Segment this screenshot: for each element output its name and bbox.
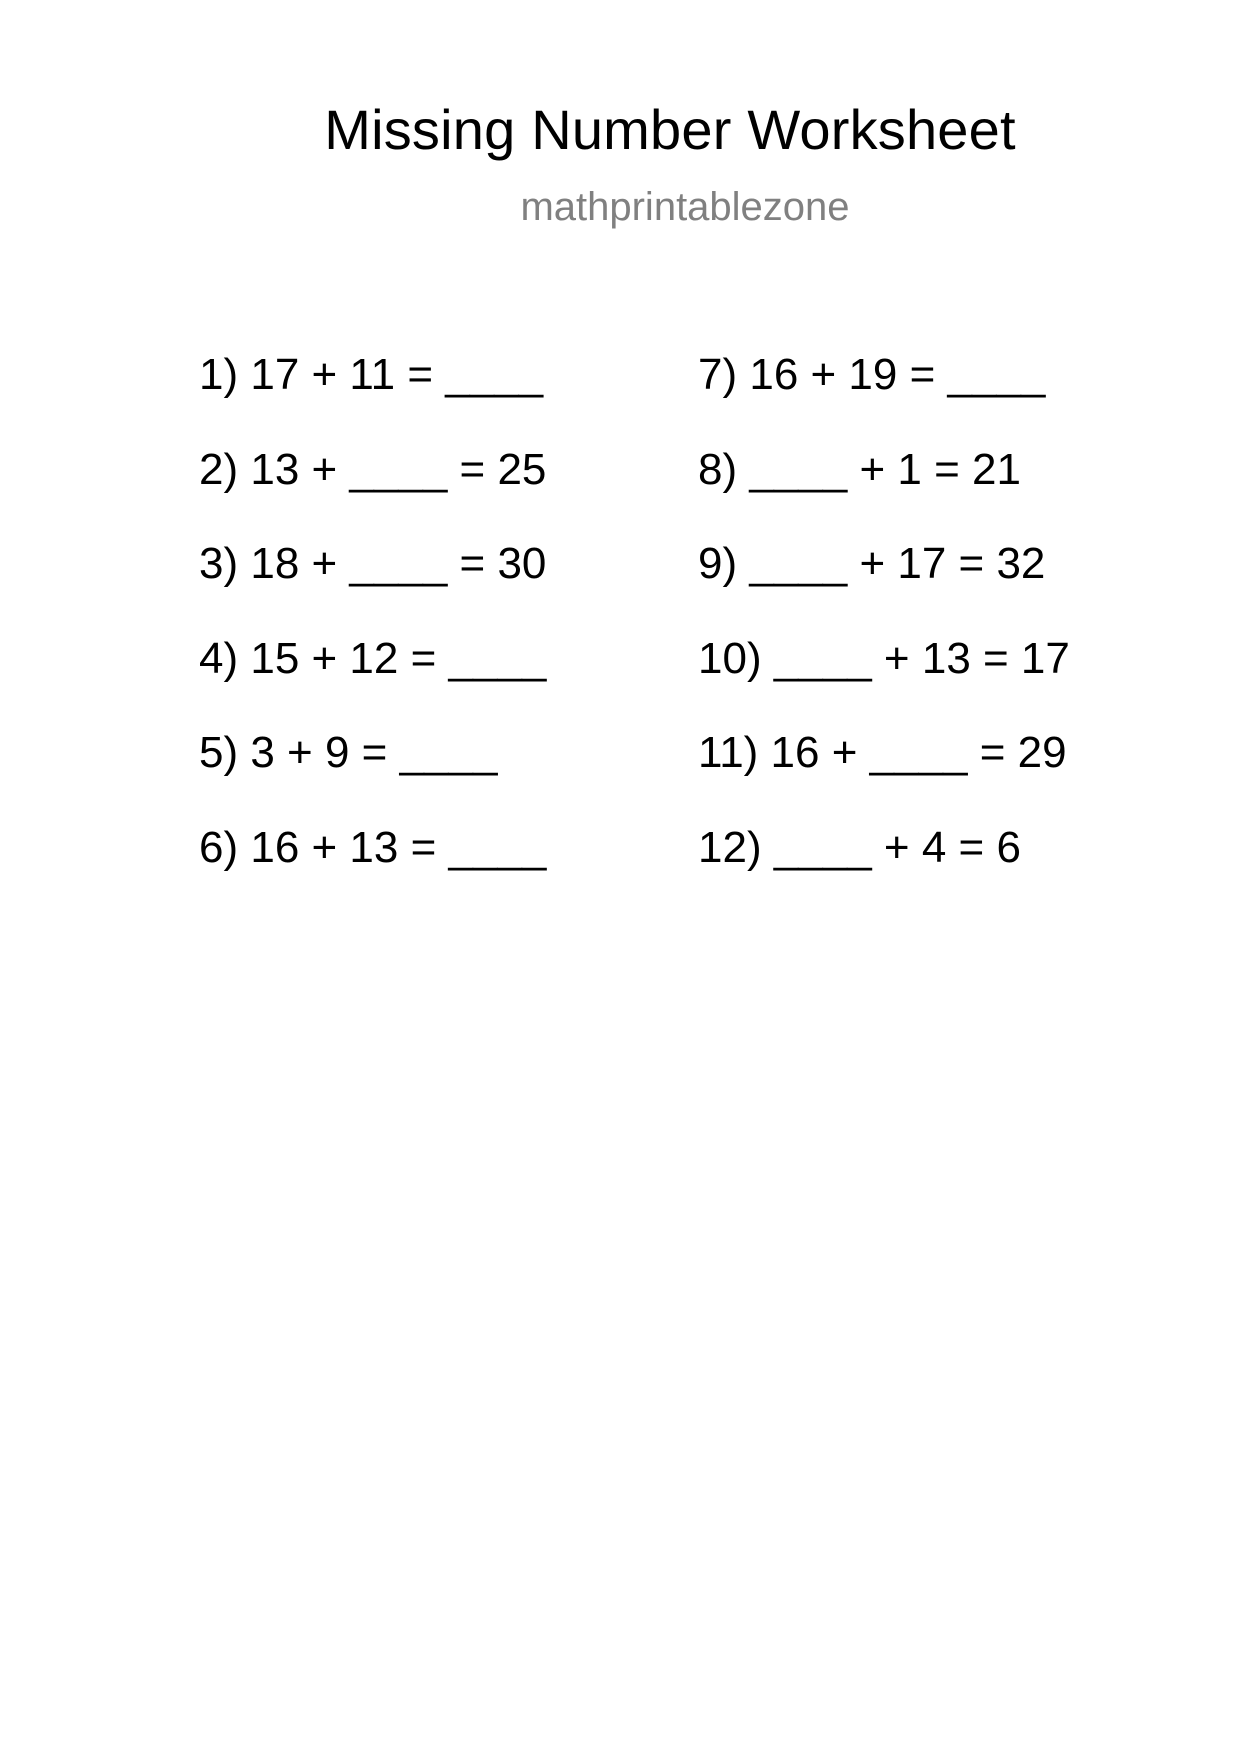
- problem-1: 1) 17 + 11 = ____: [199, 350, 544, 399]
- problem-11: 11) 16 + ____ = 29: [698, 728, 1067, 777]
- problem-column-left: [199, 350, 546, 917]
- problem-5: 5) 3 + 9 = ____: [199, 728, 498, 777]
- problem-8: 8) ____ + 1 = 21: [698, 444, 1021, 494]
- problem-9: 9) ____ + 17 = 32: [698, 539, 1046, 588]
- worksheet-title: Missing Number Worksheet: [324, 98, 1016, 161]
- problem-12: 12) ____ + 4 = 6: [698, 822, 1021, 872]
- problem-7: 7) 16 + 19 = ____: [698, 350, 1046, 399]
- problem-2: 2) 13 + ____ = 25: [199, 444, 547, 494]
- problem-3: 3) 18 + ____ = 30: [199, 539, 547, 588]
- problem-10: 10) ____ + 13 = 17: [698, 633, 1070, 683]
- problem-column-right: [698, 350, 1070, 917]
- problem-4: 4) 15 + 12 = ____: [199, 633, 547, 683]
- worksheet-subtitle: mathprintablezone: [520, 185, 850, 229]
- problem-6: 6) 16 + 13 = ____: [199, 822, 547, 872]
